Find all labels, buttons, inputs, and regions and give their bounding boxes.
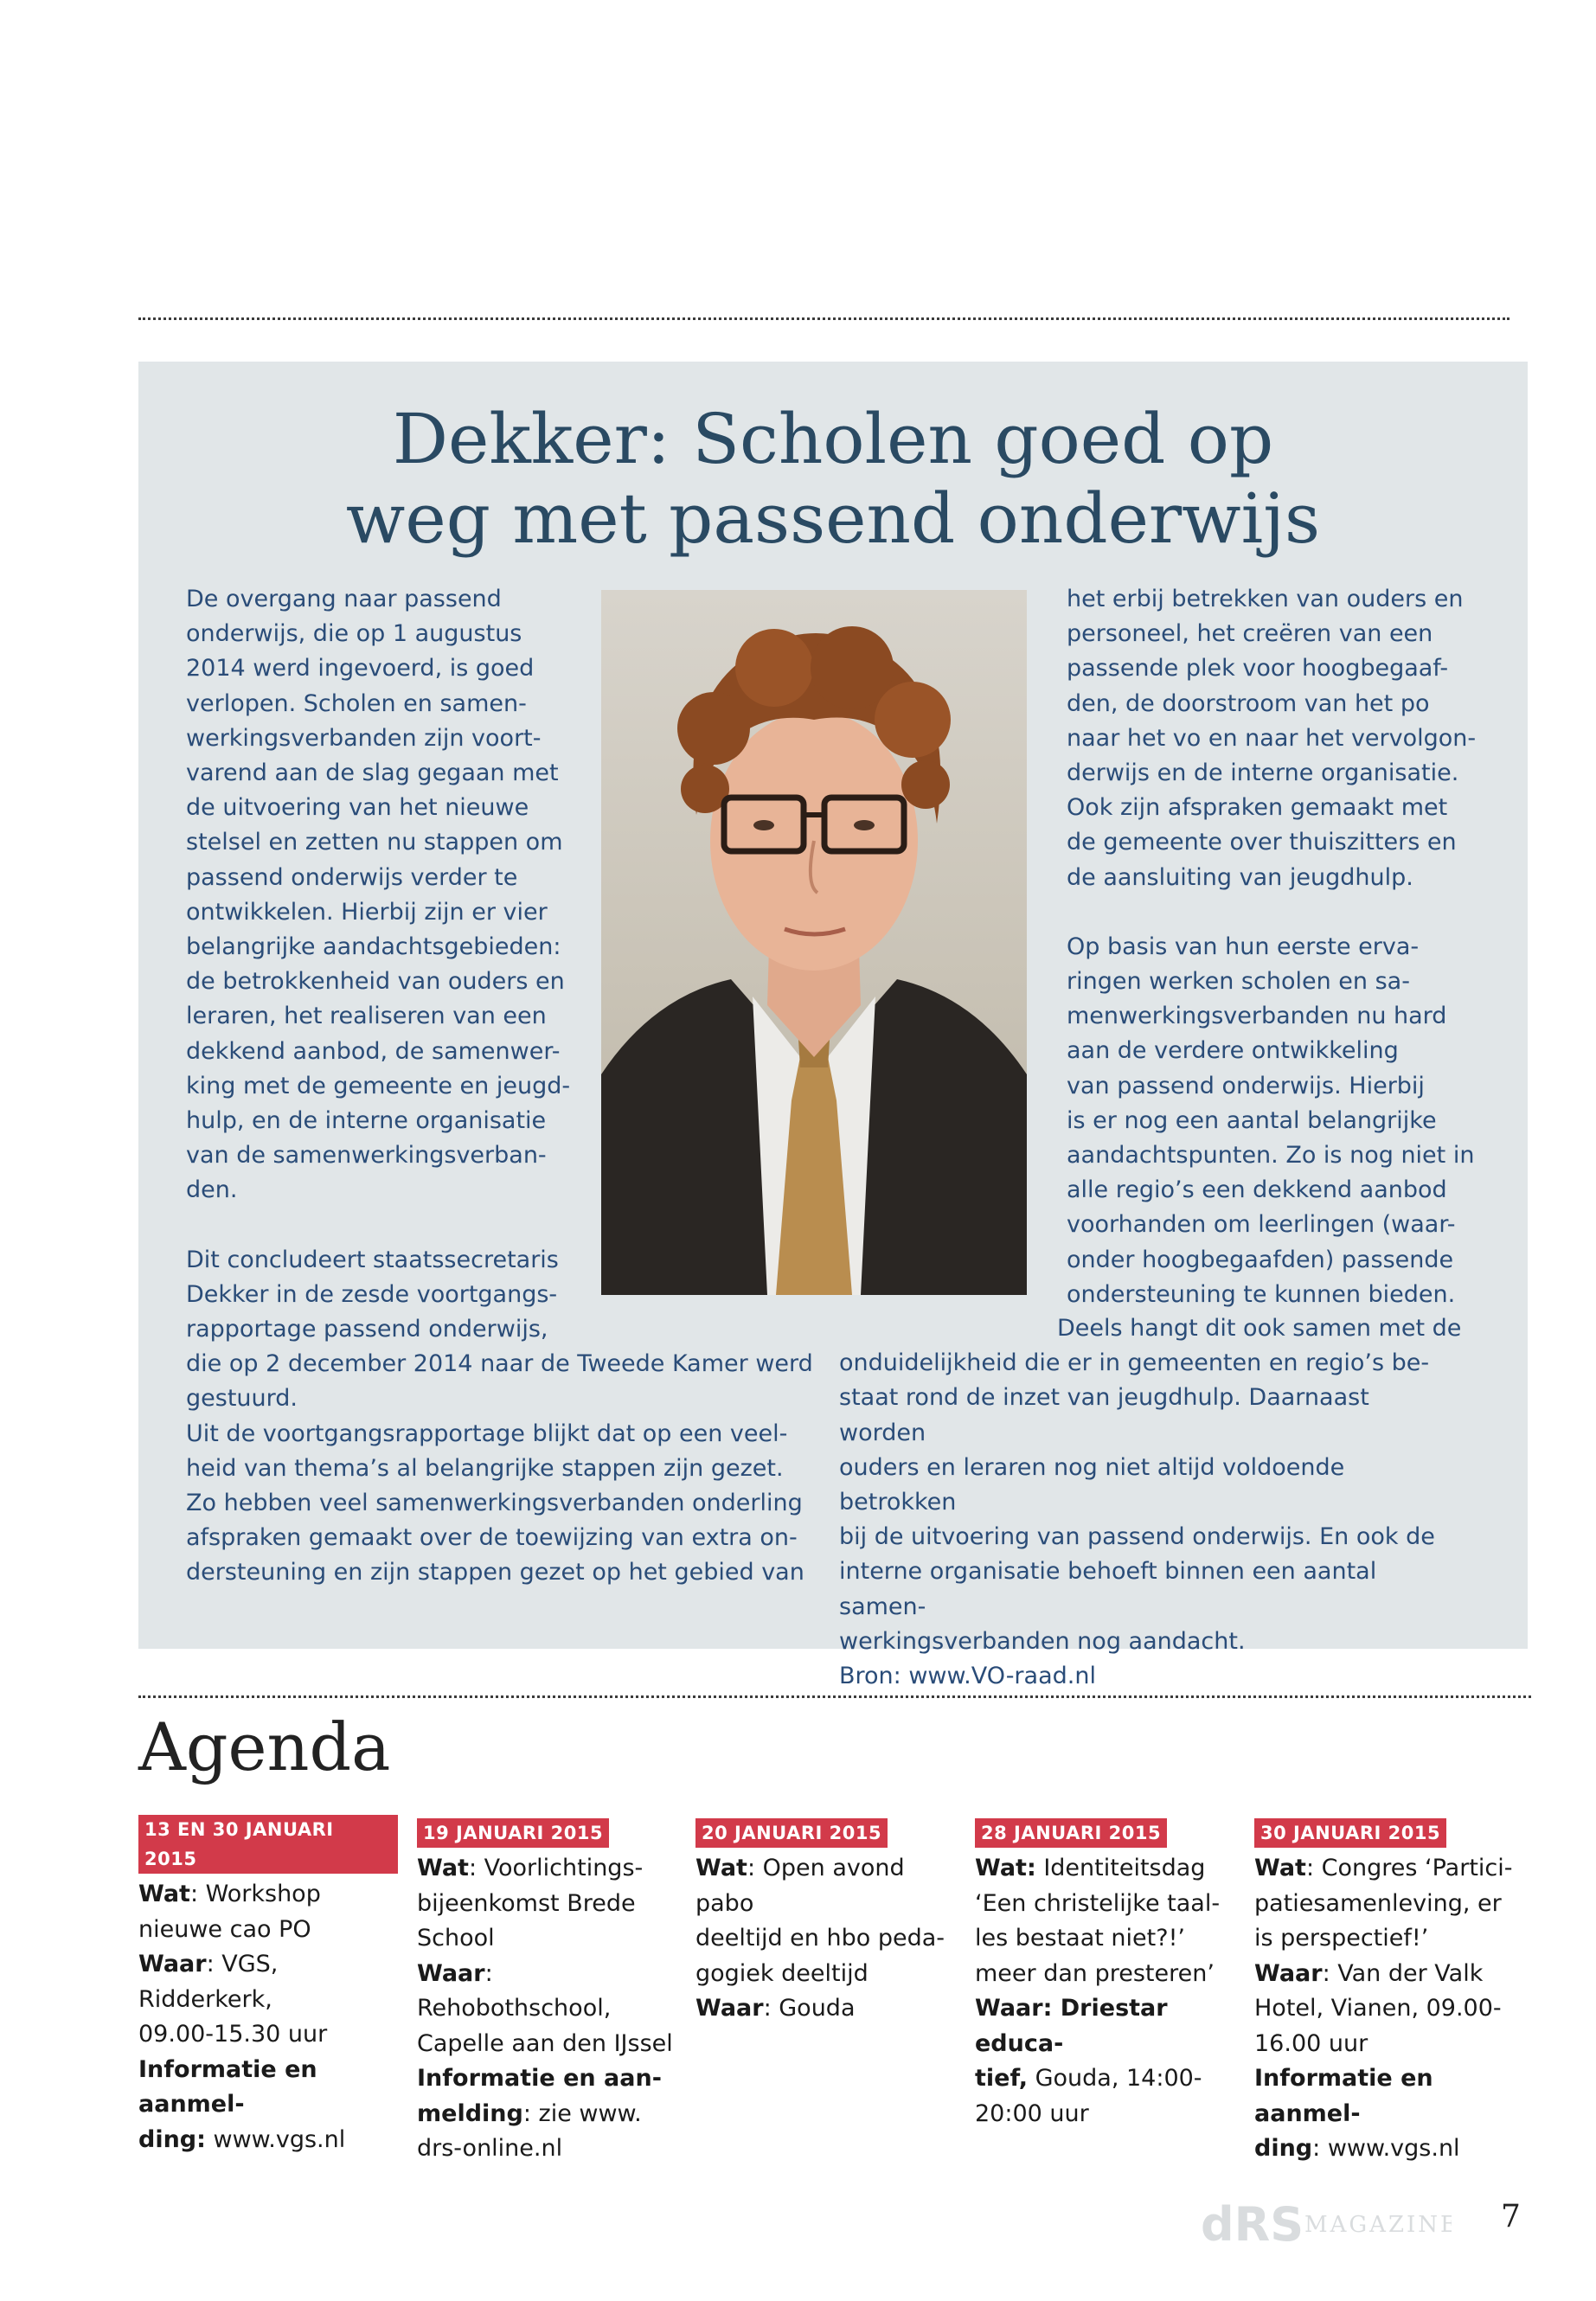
- agenda-date-badge: 28 JANUARI 2015: [975, 1818, 1167, 1848]
- text-line: den, de doorstroom van het po: [1067, 689, 1430, 717]
- agenda-item: [138, 1815, 398, 2157]
- agenda-text: www.vgs.nl: [205, 2125, 346, 2153]
- agenda-label: Waar: [695, 1995, 764, 2022]
- source-line: Bron: www.VO-raad.nl: [839, 1663, 1096, 1690]
- agenda-text: Hotel, Vianen, 09.00-: [1254, 1995, 1502, 2022]
- left-para-2-continued: [186, 1347, 843, 1590]
- agenda-line: [138, 1947, 398, 2017]
- agenda-line: [695, 1851, 955, 1921]
- agenda-line: [138, 2123, 398, 2158]
- article-title-line-1: Dekker: Scholen goed op: [392, 399, 1274, 479]
- agenda-text: : Voorlichtings-: [468, 1855, 644, 1881]
- agenda-date-badge: 13 EN 30 JANUARI 2015: [138, 1815, 398, 1874]
- text-line: passende plek voor hoogbegaaf-: [1067, 655, 1449, 683]
- page-number: 7: [1501, 2199, 1521, 2234]
- text-line: king met de gemeente en jeugd-: [186, 1072, 571, 1099]
- agenda-label: Waar: Driestar educa-: [975, 1995, 1168, 2057]
- text-line: aandachtspunten. Zo is nog niet in: [1067, 1142, 1475, 1170]
- text-line: rapportage passend onderwijs,: [186, 1316, 548, 1343]
- text-line: van de samenwerkingsverban-: [186, 1142, 547, 1170]
- right-para-1: [1067, 582, 1482, 895]
- text-line: Uit de voortgangsrapportage blijkt dat op een veel-: [186, 1420, 788, 1447]
- text-line: de gemeente over thuiszitters en: [1067, 829, 1457, 856]
- agenda-title: Agenda: [138, 1708, 391, 1785]
- agenda-text: deeltijd en hbo peda-: [695, 1925, 945, 1952]
- portrait-illustration: [601, 590, 1027, 1295]
- text-line: afspraken gemaakt over de toewijzing van extra on-: [186, 1524, 798, 1552]
- text-line: ondersteuning te kunnen bieden.: [1067, 1280, 1456, 1308]
- left-para-1: [186, 582, 593, 1208]
- text-line: werkingsverbanden nog aandacht.: [839, 1627, 1246, 1655]
- agenda-line: [1254, 1851, 1514, 1887]
- agenda-text: : Gouda: [763, 1995, 856, 2022]
- agenda-date-badge: 30 JANUARI 2015: [1254, 1818, 1446, 1848]
- text-line: aan de verdere ontwikkeling: [1067, 1037, 1399, 1065]
- right-para-2: [1067, 930, 1482, 1312]
- agenda-text: bijeenkomst Brede: [417, 1889, 636, 1917]
- agenda-text: gogiek deeltijd: [695, 1959, 869, 1987]
- agenda-text: : Workshop: [189, 1881, 321, 1907]
- agenda-line: [1254, 2061, 1514, 2131]
- text-line: staat rond de inzet van jeugdhulp. Daarnaast worden: [839, 1384, 1369, 1446]
- agenda-line: [417, 1921, 676, 1957]
- agenda-line: [417, 1957, 676, 2027]
- agenda-label: Waar: [417, 1959, 485, 1987]
- agenda-line: [138, 2017, 398, 2053]
- agenda-text: : zie www.: [522, 2099, 642, 2127]
- drs-logo-graphic: [1201, 2197, 1452, 2249]
- agenda-text: les bestaat niet?!’: [975, 1925, 1185, 1952]
- top-dotted-divider: [138, 317, 1509, 320]
- agenda-line: [1254, 2027, 1514, 2062]
- agenda-dotted-divider: [138, 1695, 1531, 1698]
- agenda-date-badge: 20 JANUARI 2015: [695, 1818, 888, 1848]
- article-bottom-right-column: [839, 1311, 1462, 1694]
- agenda-text: 20:00 uur: [975, 2099, 1089, 2127]
- portrait-photo: [601, 590, 1027, 1295]
- text-line: onduidelijkheid die er in gemeenten en regio’s be-: [839, 1349, 1430, 1377]
- agenda-line: [695, 1991, 955, 2027]
- text-line: Op basis van hun eerste erva-: [1067, 933, 1420, 960]
- agenda-text: : VGS, Ridderkerk,: [138, 1951, 279, 2013]
- agenda-line: [138, 1877, 398, 1913]
- agenda-label: melding: [417, 2099, 523, 2127]
- agenda-line: [417, 2131, 676, 2167]
- text-line: stelsel en zetten nu stappen om: [186, 829, 563, 856]
- agenda-label: Informatie en aanmel-: [1254, 2065, 1433, 2127]
- agenda-text: : Rehobothschool,: [417, 1959, 612, 2022]
- text-line: hulp, en de interne organisatie: [186, 1107, 547, 1135]
- agenda-date-badge: 19 JANUARI 2015: [417, 1818, 609, 1848]
- article-right-column: [1067, 582, 1482, 1312]
- text-line: ringen werken scholen en sa-: [1067, 968, 1410, 996]
- agenda-text: ‘Een christelijke taal-: [975, 1889, 1221, 1917]
- text-line: Dekker in de zesde voortgangs-: [186, 1280, 558, 1308]
- agenda-line: [1254, 1887, 1514, 1922]
- agenda-line: [1254, 1991, 1514, 2027]
- agenda-text: Gouda, 14:00-: [1028, 2065, 1202, 2092]
- text-line: gestuurd.: [186, 1385, 298, 1413]
- agenda-line: [417, 2097, 676, 2132]
- agenda-line: [695, 1957, 955, 1992]
- text-line: Deels hangt dit ook samen met de: [1057, 1315, 1462, 1342]
- agenda-text: 09.00-15.30 uur: [138, 2021, 328, 2048]
- text-line: de betrokkenheid van ouders en: [186, 968, 565, 996]
- agenda-line: [975, 1957, 1234, 1992]
- agenda-text: : Van der Valk: [1322, 1959, 1484, 1987]
- text-line: Zo hebben veel samenwerkingsverbanden onderling: [186, 1490, 803, 1517]
- text-line: die op 2 december 2014 naar de Tweede Kamer werd: [186, 1350, 813, 1378]
- text-line: De overgang naar passend: [186, 586, 502, 612]
- text-line: het erbij betrekken van ouders en: [1067, 586, 1464, 612]
- agenda-text: : www.vgs.nl: [1312, 2135, 1460, 2162]
- agenda-line: [975, 1887, 1234, 1922]
- agenda-line: [975, 1851, 1234, 1887]
- agenda-label: Wat:: [975, 1855, 1036, 1881]
- text-line: voorhanden om leerlingen (waar-: [1067, 1211, 1456, 1239]
- agenda-text: : Open avond pabo: [695, 1855, 905, 1917]
- agenda-label: Wat: [417, 1855, 469, 1881]
- text-line: 2014 werd ingevoerd, is goed: [186, 655, 535, 683]
- agenda-label: tief,: [975, 2065, 1029, 2092]
- agenda-text: is perspectief!’: [1254, 1925, 1429, 1952]
- text-line: alle regio’s een dekkend aanbod: [1067, 1176, 1447, 1204]
- agenda-line: [138, 2053, 398, 2123]
- text-line: naar het vo en naar het vervolgon-: [1067, 724, 1477, 752]
- text-line: varend aan de slag gegaan met: [186, 760, 559, 787]
- agenda-label: Wat: [1254, 1855, 1306, 1881]
- text-line: dekkend aanbod, de samenwer-: [186, 1037, 561, 1065]
- text-line: van passend onderwijs. Hierbij: [1067, 1072, 1425, 1099]
- text-line: Dit concludeert staatssecretaris: [186, 1246, 559, 1273]
- agenda-line: [975, 2097, 1234, 2132]
- agenda-item: [695, 1815, 955, 2027]
- agenda-line: [138, 1913, 398, 1948]
- agenda-line: [417, 2027, 676, 2062]
- text-line: Ook zijn afspraken gemaakt met: [1067, 794, 1448, 822]
- agenda-line: [975, 1991, 1234, 2061]
- agenda-line: [1254, 1921, 1514, 1957]
- text-line: de aansluiting van jeugdhulp.: [1067, 863, 1413, 891]
- agenda-label: Wat: [138, 1881, 190, 1907]
- text-line: interne organisatie behoeft binnen een aantal samen-: [839, 1558, 1377, 1620]
- agenda-label: Wat: [695, 1855, 747, 1881]
- agenda-label: Informatie en aanmel-: [138, 2055, 317, 2118]
- article-box: [138, 362, 1528, 1690]
- agenda-text: meer dan presteren’: [975, 1959, 1215, 1987]
- agenda-label: Waar: [138, 1951, 207, 1977]
- text-line: werkingsverbanden zijn voort-: [186, 724, 542, 752]
- agenda-text: patiesamenleving, er: [1254, 1889, 1502, 1917]
- agenda-text: School: [417, 1925, 495, 1952]
- agenda-text: : Congres ‘Partici-: [1305, 1855, 1513, 1881]
- agenda-line: [975, 2061, 1234, 2097]
- text-line: belangrijke aandachtsgebieden:: [186, 933, 561, 961]
- text-line: is er nog een aantal belangrijke: [1067, 1106, 1437, 1134]
- text-line: onder hoogbegaafden) passende: [1067, 1246, 1454, 1273]
- agenda-item: [417, 1815, 676, 2167]
- text-line: passend onderwijs verder te: [186, 863, 518, 891]
- text-line: leraren, het realiseren van een: [186, 1003, 547, 1030]
- text-line: verlopen. Scholen en samen-: [186, 689, 527, 717]
- text-line: personeel, het creëren van een: [1067, 620, 1433, 648]
- agenda-line: [417, 2061, 676, 2097]
- drs-magazine-logo: [1201, 2197, 1452, 2249]
- agenda-line: [417, 1887, 676, 1922]
- agenda-label: ding: [1254, 2135, 1313, 2162]
- text-line: de uitvoering van het nieuwe: [186, 794, 529, 822]
- agenda-line: [975, 1921, 1234, 1957]
- agenda-line: [1254, 1957, 1514, 1992]
- agenda-text: 16.00 uur: [1254, 2029, 1368, 2057]
- agenda-text: Identiteitsdag: [1035, 1855, 1206, 1881]
- agenda-item: [975, 1815, 1234, 2131]
- text-line: dersteuning en zijn stappen gezet op het gebied van: [186, 1559, 804, 1586]
- text-line: menwerkingsverbanden nu hard: [1067, 1003, 1447, 1030]
- text-line: derwijs en de interne organisatie.: [1067, 760, 1459, 787]
- article-title-line-2: weg met passend onderwijs: [345, 478, 1321, 559]
- agenda-item: [1254, 1815, 1514, 2167]
- agenda-line: [1254, 2131, 1514, 2167]
- agenda-label: Waar: [1254, 1959, 1323, 1987]
- logo-text: dRS: [1201, 2197, 1304, 2249]
- text-line: heid van thema’s al belangrijke stappen zijn gezet.: [186, 1454, 784, 1482]
- article-left-column: [186, 582, 813, 1591]
- logo-suffix: MAGAZINE: [1304, 2212, 1452, 2238]
- agenda-text: drs-online.nl: [417, 2135, 563, 2162]
- agenda-line: [695, 1921, 955, 1957]
- article-title: [138, 400, 1528, 559]
- agenda-line: [417, 1851, 676, 1887]
- agenda-label: ding:: [138, 2125, 206, 2153]
- agenda-text: Capelle aan den IJssel: [417, 2029, 673, 2057]
- text-line: den.: [186, 1176, 238, 1204]
- text-line: ontwikkelen. Hierbij zijn er vier: [186, 898, 548, 926]
- left-para-2: [186, 1243, 593, 1348]
- agenda-label: Informatie en aan-: [417, 2065, 662, 2092]
- agenda-text: nieuwe cao PO: [138, 1915, 311, 1943]
- text-line: onderwijs, die op 1 augustus: [186, 620, 522, 648]
- text-line: ouders en leraren nog niet altijd voldoende betrokken: [839, 1453, 1345, 1516]
- text-line: bij de uitvoering van passend onderwijs. En ook de: [839, 1523, 1435, 1551]
